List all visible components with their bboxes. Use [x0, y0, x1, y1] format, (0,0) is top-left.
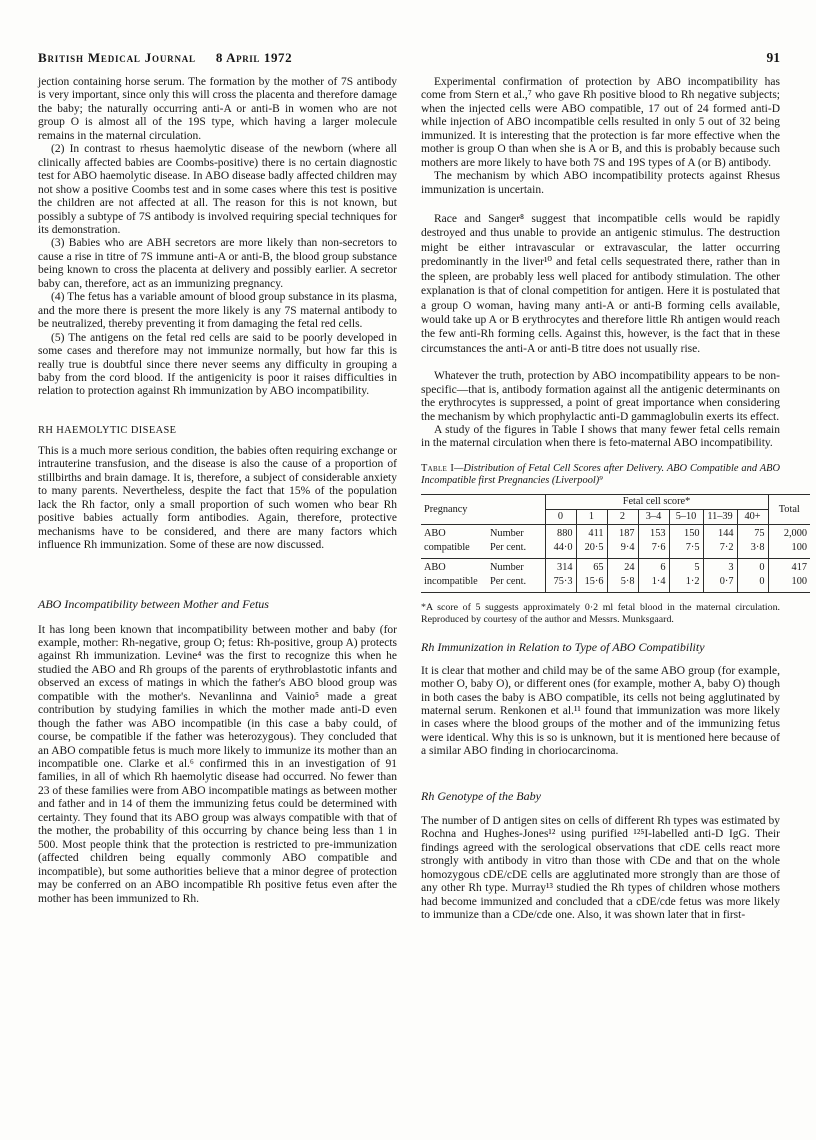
paragraph: It has long been known that incompatibility between mother and baby (for example, mother: Rh-negative, group O; fetus: Rh-positive, group A) protects against Rh immunization. Levine⁴ was the first to recognize this when he studied the ABO and Rh groups of the parents of erythroblastotic infants and observed an excess of matings in which the father's ABO blood group was compatible with the mother's. Nevanlinna and Vainio⁵ made a great contribution by studying families in which the mother made anti-D even though the father was ABO incompatible (in this case a baby could, of course, be compatible if the father was heterozygous). They concluded that an ABO compatible fetus is much more likely to immunize its mother than an incompatible one. Clarke et al.⁶ confirmed this in an investigation of 91 families, in all of which Rh haemolytic disease had occurred. No fewer than 23 of these families were from ABO incompatible matings as between mother and father and in 14 of them the immunizing fetus could be determined with certainty. They found that its ABO group was always compatible with that of the mother, the probability of this occurring by chance being less than 1 in 500. Most people think that the protection is restricted to pre-immunization (affected children being equally commonly ABO compatible and incompatible), but some authorities believe that a minor degree of protection may be conferred on an ABO incompatible Rh positive fetus even after the mother has been immunized to Rh. [38, 623, 397, 905]
journal-title: British Medical Journal [38, 50, 196, 65]
table-row [421, 575, 810, 593]
masthead [38, 50, 780, 66]
table-cell: 314 [545, 559, 576, 576]
paragraph: The mechanism by which ABO incompatibility protects against Rhesus immunization is uncertain. [421, 170, 780, 196]
table-cell: 1·4 [638, 575, 669, 593]
table-cell: 187 [607, 525, 638, 542]
table-column-header: 1 [576, 510, 607, 525]
table-cell: 7·6 [638, 541, 669, 559]
table-cell: Per cent. [490, 542, 527, 554]
table-cell: ABO [424, 528, 446, 540]
table-cell: ABO [421, 559, 487, 576]
subheading-rh-genotype: Rh Genotype of the Baby [421, 788, 541, 803]
table-cell: 0·7 [703, 575, 737, 593]
table-cell: 411 [576, 525, 607, 542]
table-cell: 3 [703, 559, 737, 576]
table-cell: Number [490, 528, 524, 540]
table-cell: 0 [737, 575, 768, 593]
paragraph: Experimental confirmation of protection by ABO incompatibility has come from Stern et al.,⁷ who gave Rh positive blood to Rh negative subjects; when the injected cells were ABO compatible, 17 out of 24 formed anti-D while injection of ABO incompatible cells resulted in only 5 out of 32 being immunized. It is interesting that the protection is far more effective when the mother is group O than when she is A or B, and this is probably because such mothers are more likely to have both 7S and 19S types of A (or B) antibody. [421, 76, 780, 169]
subheading-abo-incompatibility: ABO Incompatibility between Mother and Fetus [38, 596, 269, 611]
table-cell: Number [487, 559, 545, 576]
table-cell: 3·8 [737, 541, 768, 559]
table-cell: 100 [768, 541, 810, 559]
table-header-pregnancy: Pregnancy [421, 495, 545, 525]
table-cell: compatible [424, 542, 470, 554]
table-cell: 100 [768, 575, 810, 593]
table-cell: 417 [768, 559, 810, 576]
body-columns [38, 76, 807, 922]
subheading-rh-immunization-type: Rh Immunization in Relation to Type of ABO Compatibility [421, 639, 705, 654]
masthead-left [38, 50, 292, 66]
paragraph: A study of the figures in Table I shows that many fewer fetal cells remain in the maternal circulation when there is feto-maternal ABO incompatibility. [421, 423, 780, 450]
table-header-total: Total [768, 495, 810, 525]
paragraph: (5) The antigens on the fetal red cells are said to be poorly developed in some cases and therefore may not immunize normally, but how far this is really true is doubtful since there never seems any difficulty in grouping a baby from the cord blood. If the antigenicity is poor it raises difficulties in relation to protection against Rh immunization by ABO incompatibility. [38, 331, 397, 398]
paragraph: (3) Babies who are ABH secretors are more likely than non-secretors to cause a rise in titre of 7S immune anti-A or anti-B, the blood group substance being known to cross the placenta at delivery and possibly earlier. A secretor baby can, therefore, act as an immunizing pregnancy. [38, 237, 397, 290]
left-column [38, 76, 397, 922]
table-cell: 5 [669, 559, 703, 576]
table-cell: incompatible [421, 575, 487, 593]
table-column-header: 11–39 [703, 510, 737, 525]
table-column-header: 40+ [737, 510, 768, 525]
table-cell: 1·2 [669, 575, 703, 593]
issue-date: 8 April 1972 [215, 50, 293, 65]
table-cell: 20·5 [576, 541, 607, 559]
table-cell: 15·6 [576, 575, 607, 593]
right-column [421, 76, 807, 922]
table-caption [421, 463, 780, 488]
table-cell: 153 [638, 525, 669, 542]
table-cell: 44·0 [545, 541, 576, 559]
table-cell: 7·2 [703, 541, 737, 559]
table-column-header: 5–10 [669, 510, 703, 525]
paragraph: Whatever the truth, protection by ABO incompatibility appears to be non-specific—that is, antibody formation against all the antigenic determinants on the erythrocytes is suppressed, a point of great importance when considering the mechanism by which prophylactic anti-D gammaglobulin exerts its effect. [421, 370, 780, 423]
table-caption-label: Table I [421, 462, 455, 474]
table-cell: Per cent. [487, 575, 545, 593]
table-cell: 65 [576, 559, 607, 576]
page-number: 91 [766, 50, 780, 65]
paragraph: It is clear that mother and child may be of the same ABO group (for example, mother O, baby O), or different ones (for example, mother A, baby O) though in both cases the baby is ABO compatible, its cells not being agglutinated by maternal serum. Renkonen et al.¹¹ found that immunization was more likely in cases where the blood groups of the mother and of the immunizing fetus were identical. Why this is so is unknown, but it is mentioned here because of a similar ABO finding in choriocarcinoma. [421, 664, 780, 758]
table-row [421, 525, 810, 542]
table-column-header: 2 [607, 510, 638, 525]
table-cell: 75 [737, 525, 768, 542]
table-cell: 144 [703, 525, 737, 542]
table-caption-text: —Distribution of Fetal Cell Scores after Delivery. ABO Compatible and ABO Incompatible first Pregnancies (Liverpool)⁹ [421, 462, 780, 487]
table-row [421, 541, 810, 559]
table-cell: 6 [638, 559, 669, 576]
paragraph-race-sanger: Race and Sanger⁸ suggest that incompatible cells would be rapidly destroyed and thus unable to provide an antigenic stimulus. The destruction might be either intravascular or extravascular, the latter occurring predominantly in the liver¹⁰ and fetal cells sequestrated there, rather than in the spleen, are probably less well placed for antibody stimulation. The other explanation is that of clonal competition for antigen. Here it is postulated that a group O woman, having many anti-A or anti-B forming cells available, would take up A or B erythrocytes and therefore little Rh antigen would reach the few anti-Rh forming cells. Against this, however, is the fact that in these circumstances the anti-A or anti-B titre does not usually rise. [421, 213, 780, 355]
paragraph: jection containing horse serum. The formation by the mother of 7S antibody is very important, since only this will cross the placenta and therefore damage the baby; the naturally occurring anti-A or anti-B in women who are not group O is almost all of the 19S type, which having a larger molecule remains in the maternal circulation. [38, 76, 397, 142]
table-cell: 5·8 [607, 575, 638, 593]
section-heading-rh-haemolytic-disease: RH HAEMOLYTIC DISEASE [38, 424, 177, 436]
paragraph: This is a much more serious condition, the babies often requiring exchange or intrauterine transfusion, and the disease is also the cause of a proportion of stillbirths and brain damage. It is, therefore, a subject of considerable anxiety to many parents. Nevertheless, despite the fact that 15% of the population lack the Rh factor, only a small proportion of such women who bear Rh positive babies actually form antibodies. Again, therefore, protective mechanisms have to be considered, and there are many factors which influence Rh immunization. Some of these are now discussed. [38, 444, 397, 552]
table-cell: 150 [669, 525, 703, 542]
table-cell: 7·5 [669, 541, 703, 559]
table-column-header: 3–4 [638, 510, 669, 525]
paragraph: (2) In contrast to rhesus haemolytic disease of the newborn (where all clinically affected babies are Coombs-positive) there is no certain diagnostic test for ABO haemolytic disease. In ABO disease badly affected children may not show a positive Coombs test and in some cases where this test is positive the children are not affected at all. The reason for this is not known, but possibly a subtype of 7S antibody is involved requiring special techniques for its demonstration. [38, 143, 397, 236]
table-column-header: 0 [545, 510, 576, 525]
table-row [421, 559, 810, 576]
table-footnote: *A score of 5 suggests approximately 0·2 ml fetal blood in the maternal circulation. Reproduced by courtesy of the author and Messrs. Munksgaard. [421, 602, 780, 626]
table-cell: 24 [607, 559, 638, 576]
table-header-fetal-cell-score: Fetal cell score* [545, 495, 768, 510]
table-cell: 75·3 [545, 575, 576, 593]
paragraph: (4) The fetus has a variable amount of blood group substance in its plasma, and the more there is present the more likely is any 7S maternal antibody to be neutralized, thereby preventing it from damaging the fetal red cells. [38, 291, 397, 331]
fetal-cell-score-table [421, 494, 810, 593]
paragraph: The number of D antigen sites on cells of different Rh types was estimated by Rochna and Hughes-Jones¹² using purified ¹²⁵I-labelled anti-D IgG. Their findings agreed with the serological observations that cDE cells react more strongly with antibody in vitro than those with CDe and that on the whole homozygous cDE/cDE cells are agglutinated more strongly than are those of any other Rh type. Murray¹³ studied the Rh types of children whose mothers had become immunized and concluded that a cDE/cde fetus was more likely to immunize than a CDe/cde one. Also, it was shown later that in first- [421, 814, 780, 921]
table-cell: 2,000 [768, 525, 810, 542]
table-cell: 0 [737, 559, 768, 576]
table-cell: 880 [545, 525, 576, 542]
table-cell: 9·4 [607, 541, 638, 559]
